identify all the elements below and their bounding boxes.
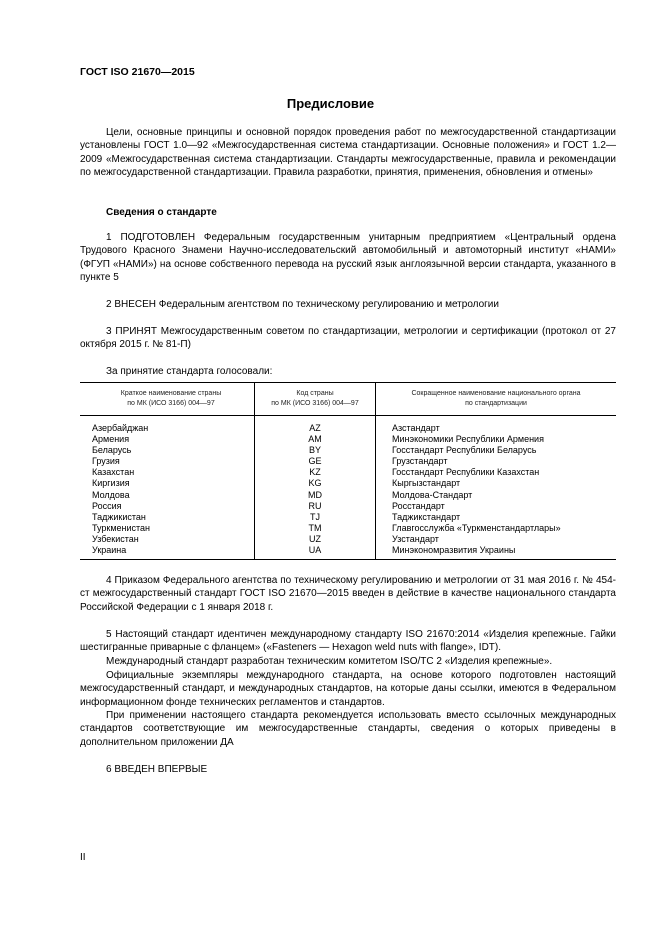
country-name: Туркменистан: [92, 522, 151, 533]
country-code: AM: [255, 434, 376, 445]
page-number: II: [80, 852, 86, 863]
country-code: UA: [255, 545, 376, 560]
table-row: [80, 545, 616, 560]
vote-intro: За принятие стандарта голосовали:: [106, 366, 273, 377]
section-subtitle: Сведения о стандарте: [106, 207, 217, 218]
standards-body: Минэкономразвития Украины: [376, 545, 617, 560]
country-name: Киргизия: [92, 478, 130, 489]
country-name: Грузия: [92, 456, 120, 467]
country-code: UZ: [255, 534, 376, 545]
country-name: Беларусь: [92, 445, 132, 456]
country-code: AZ: [255, 416, 376, 435]
table-row: [80, 523, 616, 534]
country-name: Узбекистан: [92, 533, 139, 544]
country-name: Казахстан: [92, 467, 135, 478]
item-5-copies-paragraph: Официальные экземпляры международного стандарта, на основе которого подготовлен настоящий межгосударственный стандарт, и международных стандартов, на которые даны ссылки, имеются в Федеральном информационном фонде технических регламентов и стандартов.: [80, 670, 616, 708]
header-country-name: Краткое наименование страны по МК (ИСО 3166) 004—97: [80, 383, 255, 416]
standards-body: Грузстандарт: [376, 456, 617, 467]
table-row: [80, 416, 616, 435]
standards-body: Кыргызстандарт: [376, 478, 617, 489]
item-3-paragraph: 3 ПРИНЯТ Межгосударственным советом по стандартизации, метрологии и сертификации (протокол от 27 октября 2015 г. № 81-П): [80, 326, 616, 351]
standards-body: Росстандарт: [376, 501, 617, 512]
country-code: KG: [255, 478, 376, 489]
country-name: Россия: [92, 500, 122, 511]
table-row: [80, 478, 616, 489]
table-row: [80, 434, 616, 445]
voting-table: [80, 382, 616, 560]
country-name: Украина: [80, 545, 255, 560]
standards-body: Госстандарт Республики Беларусь: [376, 445, 617, 456]
item-5-usage-paragraph: При применении настоящего стандарта рекомендуется использовать вместо ссылочных международных стандартов соответствующие им межгосударственные стандарты, сведения о которых приведены в дополнительном приложении ДА: [80, 710, 616, 748]
table-row: [80, 512, 616, 523]
item-2-paragraph: 2 ВНЕСЕН Федеральным агентством по техническому регулированию и метрологии: [106, 299, 499, 310]
country-code: MD: [255, 490, 376, 501]
country-code: TJ: [255, 512, 376, 523]
country-name: Армения: [92, 434, 130, 445]
table-row: [80, 467, 616, 478]
header-country-code: Код страны по МК (ИСО 3166) 004—97: [255, 383, 376, 416]
standards-body: Таджикстандарт: [376, 512, 617, 523]
table-row: [80, 445, 616, 456]
table-row: [80, 490, 616, 501]
item-5-paragraph: 5 Настоящий стандарт идентичен международному стандарту ISO 21670:2014 «Изделия крепежные. Гайки шестигранные приварные с фланцем» («Fasteners — Hexagon weld nuts with flange», IDT).: [80, 629, 616, 654]
table-row: [80, 456, 616, 467]
table-header-row: [80, 383, 616, 416]
item-4-paragraph: 4 Приказом Федерального агентства по техническому регулированию и метрологии от 31 мая 2016 г. № 454-ст межгосударственный стандарт ГОСТ ISO 21670—2015 введен в действие в качестве национального стандарта Российской Федерации с 1 января 2018 г.: [80, 575, 616, 613]
country-name: Молдова: [92, 489, 130, 500]
page-title: Предисловие: [286, 96, 375, 111]
country-code: BY: [255, 445, 376, 456]
document-code-header: ГОСТ ISO 21670—2015: [80, 66, 195, 78]
table-row: [80, 534, 616, 545]
standards-body: Госстандарт Республики Казахстан: [376, 467, 617, 478]
country-code: TM: [255, 523, 376, 534]
country-code: GE: [255, 456, 376, 467]
country-code: KZ: [255, 467, 376, 478]
standards-body: Молдова-Стандарт: [376, 490, 617, 501]
standards-body: Азстандарт: [376, 416, 617, 435]
standards-body: Минэкономики Республики Армения: [376, 434, 617, 445]
country-name: Азербайджан: [92, 423, 149, 433]
header-standards-body: Сокращенное наименование национального органа по стандартизации: [376, 383, 617, 416]
country-name: Таджикистан: [92, 511, 146, 522]
table-row: [80, 501, 616, 512]
country-code: RU: [255, 501, 376, 512]
standards-body: Узстандарт: [376, 534, 617, 545]
standards-body: Главгосслужба «Туркменстандартлары»: [376, 523, 617, 534]
intro-paragraph: Цели, основные принципы и основной порядок проведения работ по межгосударственной стандартизации установлены ГОСТ 1.0—92 «Межгосударственная система стандартизации. Основные положения» и ГОСТ 1.2—2009 «Межгосударственная система стандартизации. Стандарты межгосударственные, правила и рекомендации по межгосударственной стандартизации. Правила разработки, принятия, применения, обновления и отмены»: [80, 127, 616, 179]
item-1-paragraph: 1 ПОДГОТОВЛЕН Федеральным государственным унитарным предприятием «Центральный ордена Трудового Красного Знамени Научно-исследовательский автомобильный и автомоторный институт «НАМИ» (ФГУП «НАМИ») на основе собственного перевода на русский язык англоязычной версии стандарта, указанного в пункте 5: [80, 232, 616, 284]
item-6-paragraph: 6 ВВЕДЕН ВПЕРВЫЕ: [106, 764, 208, 775]
item-5-committee-paragraph: Международный стандарт разработан техническим комитетом ISO/TC 2 «Изделия крепежные».: [106, 656, 553, 667]
